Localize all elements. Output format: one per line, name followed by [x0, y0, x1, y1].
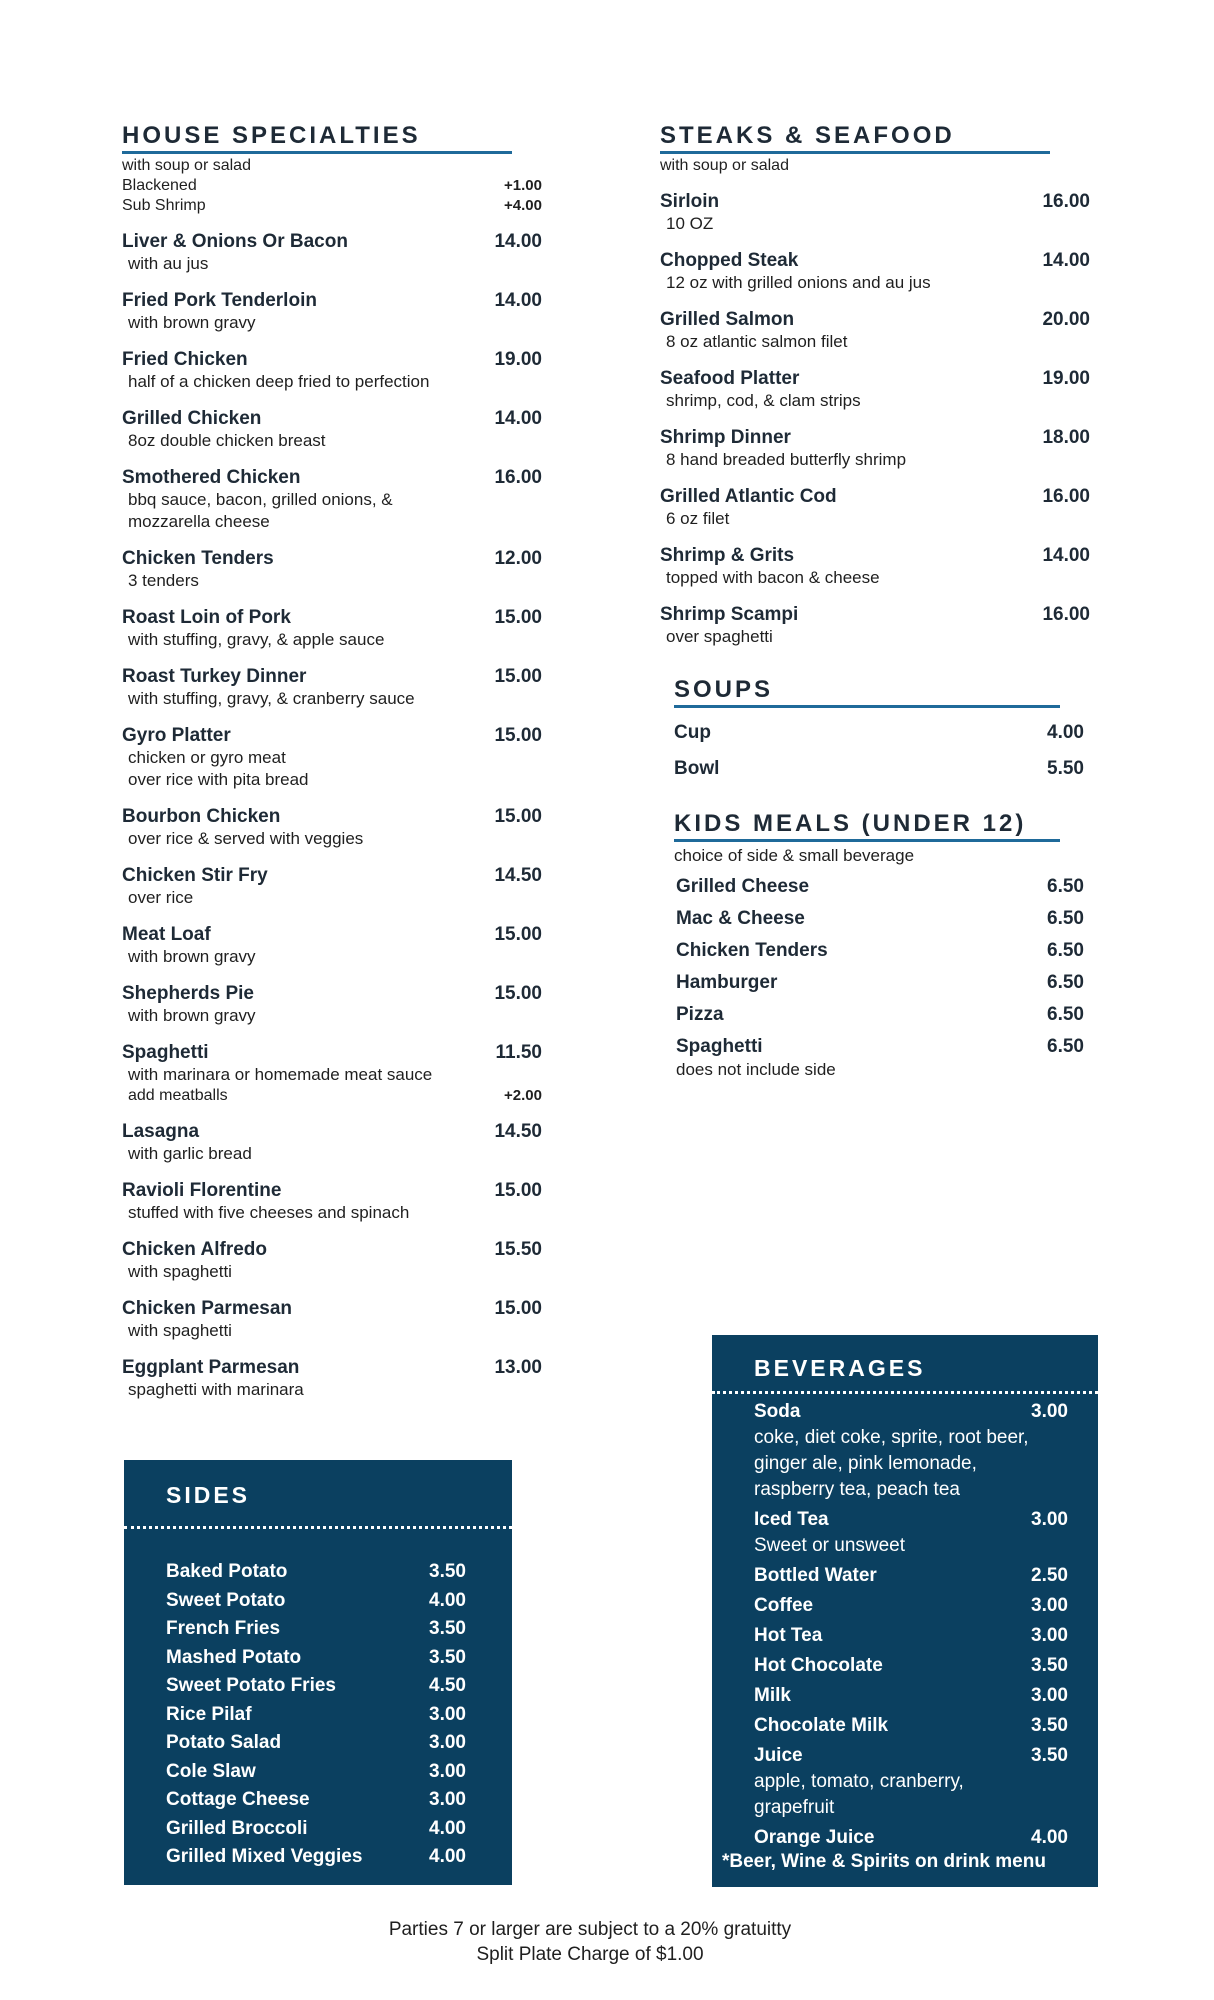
- menu-item-price: 14.00: [494, 231, 542, 252]
- kid-price: 6.50: [1047, 972, 1084, 993]
- menu-item-name: Shepherds Pie: [122, 983, 254, 1004]
- beverage-name: Chocolate Milk: [754, 1715, 889, 1736]
- menu-item-row: [122, 606, 542, 629]
- kid-price: 6.50: [1047, 908, 1084, 929]
- menu-item-row: [660, 485, 1090, 508]
- kid-name: Chicken Tenders: [676, 940, 828, 961]
- menu-item: [122, 547, 542, 592]
- menu-item-description: with brown gravy: [128, 1006, 256, 1025]
- beverage-price: 3.00: [1031, 1509, 1068, 1530]
- beverage-description: ginger ale, pink lemonade,: [754, 1453, 977, 1474]
- house-items: [122, 230, 542, 1401]
- beverage-price: 4.00: [1031, 1827, 1068, 1848]
- beverage-row: [754, 1683, 1068, 1709]
- beverage-row: [754, 1743, 1068, 1769]
- menu-item-description: over rice & served with veggies: [128, 829, 364, 848]
- menu-item-row: [122, 1297, 542, 1320]
- sides-divider: [124, 1526, 512, 1529]
- menu-item-name: Shrimp Dinner: [660, 427, 791, 448]
- menu-item: [122, 230, 542, 275]
- beverage-price: 3.00: [1031, 1625, 1068, 1646]
- addon-row: [122, 176, 542, 196]
- menu-item-price: 19.00: [1042, 368, 1090, 389]
- menu-item-name: Shrimp Scampi: [660, 604, 799, 625]
- steak-items: [660, 190, 1090, 648]
- menu-item-name: Shrimp & Grits: [660, 545, 795, 566]
- menu-item-description: 12 oz with grilled onions and au jus: [666, 273, 931, 292]
- menu-item-price: 15.00: [494, 725, 542, 746]
- beverage-item: [754, 1623, 1068, 1649]
- menu-item-row: [122, 1120, 542, 1143]
- beverage-row: [754, 1563, 1068, 1589]
- menu-item-name: Fried Pork Tenderloin: [122, 290, 317, 311]
- menu-item-price: 15.00: [494, 1298, 542, 1319]
- addon-label: add meatballs: [128, 1087, 228, 1104]
- side-row: [166, 1843, 466, 1872]
- side-row: [166, 1758, 466, 1787]
- menu-item-row: [122, 982, 542, 1005]
- menu-item-price: 15.00: [494, 806, 542, 827]
- beverage-items: [754, 1395, 1068, 1851]
- house-specialties-title: HOUSE SPECIALTIES: [122, 122, 421, 149]
- beverage-price: 3.50: [1031, 1655, 1068, 1676]
- steaks-seafood-title: STEAKS & SEAFOOD: [660, 122, 955, 149]
- menu-item-price: 14.00: [1042, 545, 1090, 566]
- menu-item: [660, 603, 1090, 648]
- menu-item-row: [660, 190, 1090, 213]
- menu-item-description: 8oz double chicken breast: [128, 431, 326, 450]
- menu-item-description: with brown gravy: [128, 947, 256, 966]
- kid-row: [676, 1036, 1084, 1058]
- beverage-price: 3.00: [1031, 1595, 1068, 1616]
- side-price: 4.00: [429, 1846, 466, 1867]
- menu-item-name: Roast Loin of Pork: [122, 607, 291, 628]
- soup-price: 4.00: [1047, 722, 1084, 743]
- soup-price: 5.50: [1047, 758, 1084, 779]
- kids-meals-section: [660, 810, 1090, 1080]
- menu-item-name: Seafood Platter: [660, 368, 800, 389]
- menu-item: [122, 923, 542, 968]
- menu-item: [122, 1120, 542, 1165]
- menu-item-name: Meat Loaf: [122, 924, 211, 945]
- beverage-item: [754, 1713, 1068, 1739]
- beverage-row: [754, 1507, 1068, 1533]
- menu-item-name: Chopped Steak: [660, 250, 799, 271]
- beverage-name: Bottled Water: [754, 1565, 877, 1586]
- menu-item-price: 11.50: [495, 1042, 542, 1063]
- menu-item-price: 19.00: [494, 349, 542, 370]
- side-row: [166, 1644, 466, 1673]
- beverage-row: [754, 1399, 1068, 1425]
- menu-item: [122, 348, 542, 393]
- menu-item: [122, 1238, 542, 1283]
- menu-item: [122, 606, 542, 651]
- menu-item-price: 14.00: [494, 290, 542, 311]
- menu-item-name: Chicken Parmesan: [122, 1298, 293, 1319]
- menu-item: [122, 1041, 542, 1106]
- menu-item-name: Fried Chicken: [122, 349, 248, 370]
- menu-item-description: with marinara or homemade meat sauce: [128, 1065, 433, 1084]
- kids-meals-note: choice of side & small beverage: [674, 846, 915, 865]
- addon-price: +1.00: [504, 177, 542, 194]
- menu-item-description: 3 tenders: [128, 571, 199, 590]
- kid-item: [676, 876, 1090, 898]
- menu-item-description: 8 oz atlantic salmon filet: [666, 332, 848, 351]
- menu-item-name: Liver & Onions Or Bacon: [122, 231, 348, 252]
- side-items: [166, 1558, 466, 1872]
- menu-item-name: Chicken Stir Fry: [122, 865, 268, 886]
- side-price: 3.50: [429, 1618, 466, 1639]
- side-price: 3.00: [429, 1703, 466, 1725]
- menu-item-price: 16.00: [1042, 604, 1090, 625]
- menu-item-row: [660, 426, 1090, 449]
- menu-item-name: Sirloin: [660, 191, 720, 212]
- menu-item-row: [122, 466, 542, 489]
- side-price: 3.50: [429, 1561, 466, 1582]
- side-name: Sweet Potato: [166, 1589, 286, 1611]
- beverage-row: [754, 1623, 1068, 1649]
- side-name: Baked Potato: [166, 1561, 288, 1582]
- menu-item-name: Grilled Chicken: [122, 408, 262, 429]
- menu-item-description: half of a chicken deep fried to perfection: [128, 372, 430, 391]
- side-row: [166, 1558, 466, 1587]
- kids-meals-rule: [674, 839, 1060, 842]
- kid-name: Hamburger: [676, 972, 778, 993]
- kid-price: 6.50: [1047, 1036, 1084, 1057]
- menu-item-description: over spaghetti: [666, 627, 773, 646]
- menu-item: [660, 249, 1090, 294]
- footer-split-plate: Split Plate Charge of $1.00: [476, 1944, 704, 1965]
- addon-price: +2.00: [504, 1087, 542, 1104]
- menu-item-price: 14.50: [494, 1121, 542, 1142]
- menu-item-price: 18.00: [1042, 427, 1090, 448]
- beverage-row: [754, 1653, 1068, 1679]
- side-row: [166, 1615, 466, 1644]
- beverage-item: [754, 1653, 1068, 1679]
- menu-item-name: Roast Turkey Dinner: [122, 666, 307, 687]
- side-name: Rice Pilaf: [166, 1703, 252, 1725]
- menu-item: [122, 805, 542, 850]
- menu-item-row: [122, 1356, 542, 1379]
- kid-description: does not include side: [676, 1060, 836, 1079]
- side-name: Mashed Potato: [166, 1646, 302, 1668]
- footer: [0, 1917, 1180, 1967]
- sides-box: [124, 1460, 512, 1885]
- menu-item-row: [660, 367, 1090, 390]
- menu-item: [122, 466, 542, 533]
- beverage-row: [754, 1825, 1068, 1851]
- beverage-description: grapefruit: [754, 1797, 835, 1818]
- beverage-name: Orange Juice: [754, 1827, 875, 1848]
- soup-items: [660, 722, 1090, 780]
- beverage-row: [754, 1593, 1068, 1619]
- kid-row: [676, 908, 1084, 930]
- side-price: 4.00: [429, 1817, 466, 1839]
- menu-item-row: [122, 724, 542, 747]
- side-price: 3.00: [429, 1732, 466, 1753]
- kid-name: Grilled Cheese: [676, 876, 810, 897]
- menu-item: [660, 485, 1090, 530]
- kid-row: [676, 940, 1084, 962]
- side-name: Grilled Mixed Veggies: [166, 1846, 363, 1867]
- beverage-name: Coffee: [754, 1595, 814, 1616]
- menu-item-description: with spaghetti: [128, 1262, 232, 1281]
- menu-item-row: [122, 407, 542, 430]
- menu-item: [122, 289, 542, 334]
- addon-label: Blackened: [122, 177, 197, 194]
- menu-item-description: 6 oz filet: [666, 509, 730, 528]
- menu-item-description: stuffed with five cheeses and spinach: [128, 1203, 410, 1222]
- soup-name: Bowl: [674, 758, 720, 779]
- menu-item-description: over rice: [128, 888, 194, 907]
- house-specialties-rule: [122, 151, 512, 154]
- right-column: [660, 122, 1090, 1080]
- menu-item: [122, 1297, 542, 1342]
- menu-item-description: 8 hand breaded butterfly shrimp: [666, 450, 907, 469]
- kid-name: Spaghetti: [676, 1036, 763, 1057]
- menu-item-price: 15.50: [494, 1239, 542, 1260]
- menu-item-description: spaghetti with marinara: [128, 1380, 304, 1399]
- beverage-name: Soda: [754, 1401, 801, 1422]
- beverages-note: *Beer, Wine & Spirits on drink menu: [722, 1851, 1046, 1872]
- footer-gratuity: Parties 7 or larger are subject to a 20% gratuitty: [388, 1919, 792, 1940]
- menu-item-row: [122, 1238, 542, 1261]
- steaks-seafood-section: [660, 122, 1090, 648]
- beverage-description: Sweet or unsweet: [754, 1535, 906, 1556]
- addon-price: +4.00: [504, 197, 542, 214]
- menu-item-row: [660, 603, 1090, 626]
- steaks-seafood-rule: [660, 151, 1050, 154]
- menu-item: [660, 426, 1090, 471]
- addon-row: [122, 1086, 542, 1106]
- menu-item-name: Lasagna: [122, 1121, 200, 1142]
- menu-item-row: [122, 864, 542, 887]
- menu-item-row: [122, 923, 542, 946]
- house-specialties-note: with soup or salad: [122, 157, 251, 174]
- soup-name: Cup: [674, 722, 711, 743]
- beverage-item: [754, 1593, 1068, 1619]
- menu-item-row: [122, 230, 542, 253]
- kid-items: [660, 876, 1090, 1080]
- soup-row: [674, 758, 1084, 780]
- menu-item-price: 15.00: [494, 607, 542, 628]
- menu-item-row: [660, 544, 1090, 567]
- menu-item-name: Chicken Alfredo: [122, 1239, 267, 1260]
- side-name: Potato Salad: [166, 1732, 282, 1753]
- menu-item-description: with brown gravy: [128, 313, 256, 332]
- side-name: French Fries: [166, 1618, 281, 1639]
- menu-item-description: 10 OZ: [666, 214, 714, 233]
- menu-item-price: 13.00: [494, 1357, 542, 1378]
- menu-item: [122, 982, 542, 1027]
- kid-row: [676, 876, 1084, 898]
- side-price: 4.00: [429, 1589, 466, 1611]
- menu-item: [122, 1179, 542, 1224]
- beverage-item: [754, 1825, 1068, 1851]
- menu-item-name: Gyro Platter: [122, 725, 231, 746]
- menu-item-description: with au jus: [128, 254, 209, 273]
- menu-item-name: Spaghetti: [122, 1042, 209, 1063]
- menu-item-name: Chicken Tenders: [122, 548, 274, 569]
- addon-row: [122, 196, 542, 216]
- side-row: [166, 1815, 466, 1844]
- menu-item-description: with spaghetti: [128, 1321, 232, 1340]
- kid-price: 6.50: [1047, 1004, 1084, 1025]
- menu-item-name: Grilled Atlantic Cod: [660, 486, 837, 507]
- menu-item-price: 14.50: [494, 865, 542, 886]
- beverage-row: [754, 1713, 1068, 1739]
- menu-item: [660, 544, 1090, 589]
- menu-item-price: 15.00: [494, 924, 542, 945]
- kid-name: Mac & Cheese: [676, 908, 805, 929]
- menu-item-description: with stuffing, gravy, & cranberry sauce: [128, 689, 415, 708]
- menu-item-description: chicken or gyro meat: [128, 748, 286, 767]
- menu-item-row: [122, 805, 542, 828]
- menu-item-row: [122, 289, 542, 312]
- beverage-name: Juice: [754, 1745, 803, 1766]
- side-name: Cottage Cheese: [166, 1789, 310, 1810]
- menu-item-name: Smothered Chicken: [122, 467, 301, 488]
- beverage-name: Hot Chocolate: [754, 1655, 883, 1676]
- beverage-price: 3.50: [1031, 1715, 1068, 1736]
- addon-label: Sub Shrimp: [122, 197, 206, 214]
- soups-title: SOUPS: [674, 676, 774, 703]
- kid-row: [676, 972, 1084, 994]
- menu-item-description: bbq sauce, bacon, grilled onions, &: [128, 490, 393, 509]
- beverage-description: apple, tomato, cranberry,: [754, 1771, 964, 1792]
- menu-item-price: 12.00: [494, 548, 542, 569]
- beverage-price: 3.00: [1031, 1685, 1068, 1706]
- menu-item-price: 20.00: [1042, 309, 1090, 330]
- menu-item: [660, 190, 1090, 235]
- kid-price: 6.50: [1047, 876, 1084, 897]
- menu-item-row: [660, 249, 1090, 272]
- side-price: 3.00: [429, 1789, 466, 1810]
- menu-item-row: [122, 665, 542, 688]
- beverages-divider: [712, 1391, 1098, 1394]
- side-name: Sweet Potato Fries: [166, 1675, 336, 1696]
- menu-item-price: 15.00: [494, 983, 542, 1004]
- menu-item-row: [122, 1179, 542, 1202]
- beverage-price: 2.50: [1031, 1565, 1068, 1586]
- beverage-item: [754, 1507, 1068, 1559]
- beverage-item: [754, 1743, 1068, 1821]
- menu-item-row: [660, 308, 1090, 331]
- beverage-price: 3.00: [1031, 1401, 1068, 1422]
- kid-item: [676, 1004, 1090, 1026]
- beverage-price: 3.50: [1031, 1745, 1068, 1766]
- beverage-item: [754, 1683, 1068, 1709]
- beverage-name: Milk: [754, 1685, 791, 1706]
- side-row: [166, 1701, 466, 1730]
- menu-item: [122, 864, 542, 909]
- menu-item-price: 14.00: [1042, 250, 1090, 271]
- kids-meals-title: KIDS MEALS (UNDER 12): [674, 810, 1027, 837]
- menu-item-price: 15.00: [494, 1180, 542, 1201]
- menu-item-row: [122, 348, 542, 371]
- menu-item-row: [122, 547, 542, 570]
- kid-item: [676, 908, 1090, 930]
- beverages-title: BEVERAGES: [754, 1355, 926, 1381]
- menu-item-name: Bourbon Chicken: [122, 806, 281, 827]
- kid-item: [676, 940, 1090, 962]
- menu-item-description: over rice with pita bread: [128, 770, 309, 789]
- kid-item: [676, 972, 1090, 994]
- menu-item-price: 16.00: [1042, 191, 1090, 212]
- side-price: 3.50: [429, 1646, 466, 1668]
- side-row: [166, 1786, 466, 1815]
- menu-item: [122, 665, 542, 710]
- house-addons: [122, 176, 542, 216]
- side-name: Cole Slaw: [166, 1760, 256, 1782]
- house-specialties-section: [122, 122, 542, 1401]
- beverage-name: Hot Tea: [754, 1625, 823, 1646]
- menu-item-name: Eggplant Parmesan: [122, 1357, 300, 1378]
- kid-item: [676, 1036, 1090, 1080]
- side-row: [166, 1587, 466, 1616]
- menu-item: [660, 308, 1090, 353]
- menu-item-price: 16.00: [494, 467, 542, 488]
- menu-item-row: [122, 1041, 542, 1064]
- beverage-description: raspberry tea, peach tea: [754, 1479, 960, 1500]
- menu-item-description: topped with bacon & cheese: [666, 568, 880, 587]
- soups-section: [660, 676, 1090, 780]
- menu-item-name: Grilled Salmon: [660, 309, 795, 330]
- menu-item-description: with stuffing, gravy, & apple sauce: [128, 630, 385, 649]
- sides-title: SIDES: [166, 1482, 251, 1508]
- menu-item-price: 15.00: [494, 666, 542, 687]
- menu-item: [122, 724, 542, 791]
- kid-row: [676, 1004, 1084, 1026]
- menu-item-description: with garlic bread: [128, 1144, 252, 1163]
- beverage-item: [754, 1563, 1068, 1589]
- side-price: 3.00: [429, 1760, 466, 1782]
- menu-item-description: mozzarella cheese: [128, 512, 270, 531]
- side-row: [166, 1672, 466, 1701]
- beverage-name: Iced Tea: [754, 1509, 829, 1530]
- menu-item: [660, 367, 1090, 412]
- soup-row: [674, 722, 1084, 744]
- side-price: 4.50: [429, 1675, 466, 1696]
- menu-item-description: shrimp, cod, & clam strips: [666, 391, 861, 410]
- menu-item: [122, 1356, 542, 1401]
- beverages-box: [712, 1335, 1098, 1887]
- beverage-item: [754, 1399, 1068, 1503]
- side-name: Grilled Broccoli: [166, 1817, 308, 1839]
- menu-item-price: 16.00: [1042, 486, 1090, 507]
- kid-price: 6.50: [1047, 940, 1084, 961]
- menu-item: [122, 407, 542, 452]
- menu-item-price: 14.00: [494, 408, 542, 429]
- steaks-seafood-note: with soup or salad: [660, 157, 789, 174]
- kid-name: Pizza: [676, 1004, 724, 1025]
- soups-rule: [674, 705, 1060, 708]
- menu-item-name: Ravioli Florentine: [122, 1180, 282, 1201]
- beverage-description: coke, diet coke, sprite, root beer,: [754, 1427, 1029, 1448]
- side-row: [166, 1729, 466, 1758]
